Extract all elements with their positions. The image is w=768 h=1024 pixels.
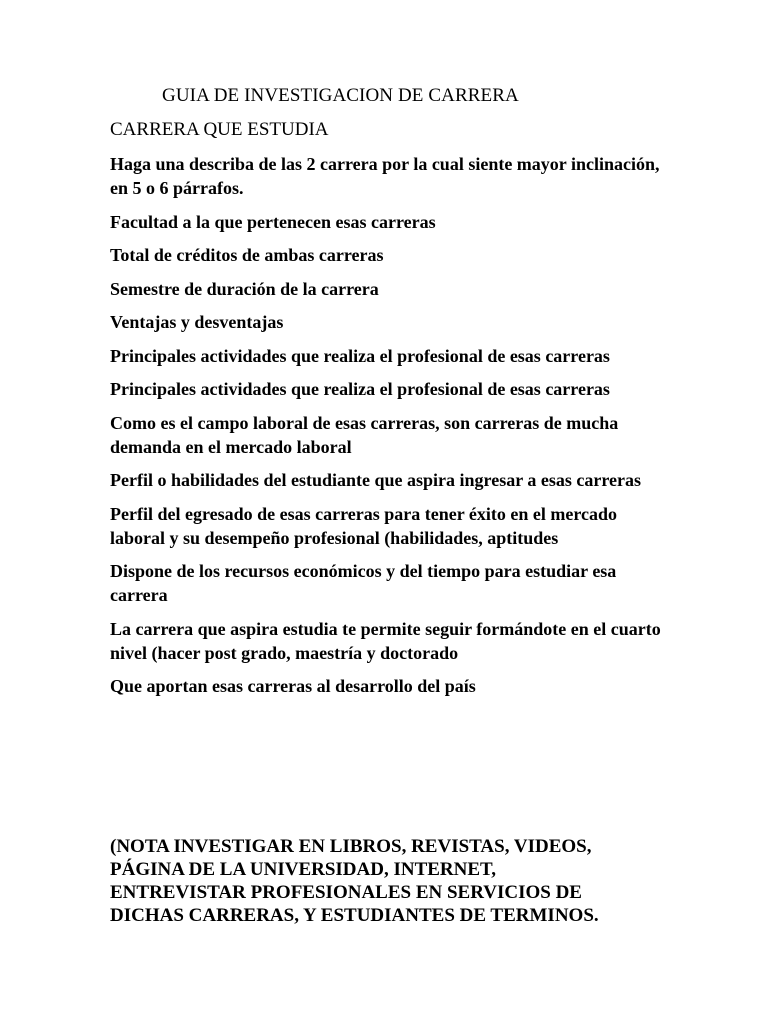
question-item: Facultad a la que pertenecen esas carreras bbox=[110, 211, 436, 232]
question-item: La carrera que aspira estudia te permite seguir formándote en el cuarto nivel (hacer post grado, maestría y doctorado bbox=[110, 618, 661, 663]
question-item: Principales actividades que realiza el profesional de esas carreras bbox=[110, 379, 610, 399]
question-item: Total de créditos de ambas carreras bbox=[110, 245, 384, 265]
question-item: Ventajas y desventajas bbox=[110, 312, 284, 332]
question-item: Principales actividades que realiza el profesional de esas carreras bbox=[110, 345, 610, 366]
note-line: (NOTA INVESTIGAR EN LIBROS, REVISTAS, VIDEOS, bbox=[110, 836, 592, 857]
note-line: DICHAS CARRERAS, Y ESTUDIANTES DE TERMINOS. bbox=[110, 905, 599, 926]
question-item: Haga una describa de las 2 carrera por la cual siente mayor inclinación, en 5 o 6 párrafos. bbox=[110, 154, 660, 198]
question-item: Que aportan esas carreras al desarrollo del país bbox=[110, 676, 476, 696]
question-item: Semestre de duración de la carrera bbox=[110, 278, 379, 299]
note-line: ENTREVISTAR PROFESIONALES EN SERVICIOS DE bbox=[110, 882, 582, 903]
question-list bbox=[110, 152, 670, 708]
document-subtitle: CARRERA QUE ESTUDIA bbox=[110, 119, 329, 140]
question-item: Perfil o habilidades del estudiante que aspira ingresar a esas carreras bbox=[110, 470, 641, 490]
note-line: PÁGINA DE LA UNIVERSIDAD, INTERNET, bbox=[110, 859, 497, 880]
question-item: Como es el campo laboral de esas carreras, son carreras de mucha demanda en el mercado laboral bbox=[110, 412, 619, 457]
question-item: Perfil del egresado de esas carreras para tener éxito en el mercado laboral y su desempeño profesional (habilidades, aptitudes bbox=[110, 503, 618, 548]
question-item: Dispone de los recursos económicos y del tiempo para estudiar esa carrera bbox=[110, 561, 617, 605]
document-title: GUIA DE INVESTIGACION DE CARRERA bbox=[162, 85, 519, 106]
research-note bbox=[110, 835, 670, 927]
